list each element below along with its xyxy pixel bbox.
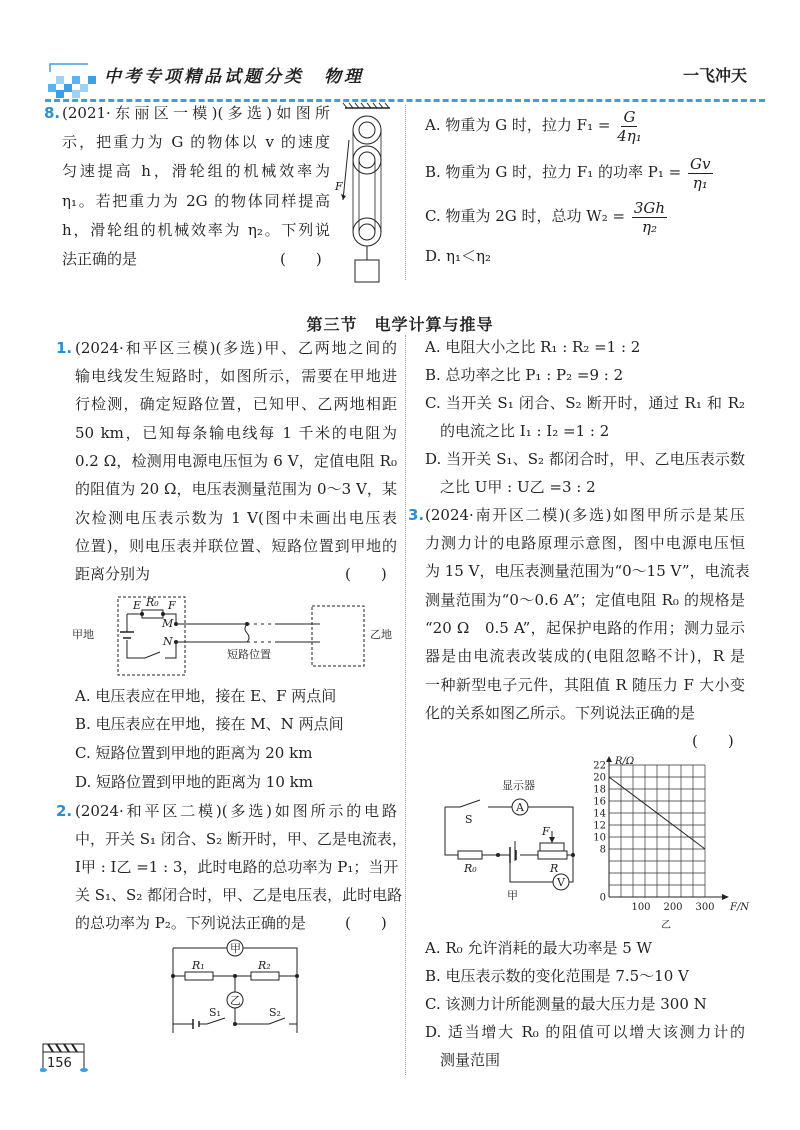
brand-logo: 一飞冲天 [683,66,748,85]
option-text: B. 物重为 G 时，拉力 F₁ 的功率 P₁ = [425,163,682,181]
numerator: 3Gh [633,198,666,217]
label-s2: S₂ [269,1006,281,1019]
denominator: η₁ [692,173,708,192]
answer-blank[interactable]: ( ) [692,732,734,750]
column-divider [405,335,406,1075]
q8-line: 匀速提高 h，滑轮组的机械效率为 [62,162,330,180]
q1-line: 的阻值为 20 Ω，电压表测量范围为 0～3 V，某 [75,480,397,498]
q2-line: 关 S₁、S₂ 都闭合时，甲、乙是电压表，此时电路 [75,886,403,904]
y-tick-label: 14 [593,808,606,820]
x-tick-label: 200 [663,902,683,913]
q1-option-b[interactable]: B. 电压表应在甲地，接在 M、N 两点间 [75,715,344,733]
q3-line: 为 15 V，电压表测量范围为“0～15 V”，电流表 [425,562,750,580]
q2-option-a[interactable]: A. 电阻大小之比 R₁ : R₂ =1 : 2 [425,338,641,356]
q2-line: (2024·和平区二模)(多选)如图所示的电路 [75,802,397,820]
q1-line: 输电线发生短路时，如图所示，需要在甲地进 [75,367,397,385]
q1-line: 距离分别为 [75,565,151,583]
y-axis-label: R/Ω [615,756,635,767]
q2-line: 的总功率为 P₂。下列说法正确的是 [75,914,306,932]
q2-option-b[interactable]: B. 总功率之比 P₁ : P₂ =9 : 2 [425,366,624,384]
q1-line: 次检测电压表示数为 1 V(图中未画出电压表 [75,509,397,527]
q8-line: 示，把重力为 G 的物体以 v 的速度 [62,133,330,151]
q3-line: (2024·南开区二模)(多选)如图甲所示是某压 [425,506,745,524]
q3-line: 一种新型电子元件，其阻值 R 随压力 F 大小变 [425,676,745,694]
header-pattern-icon [48,62,98,98]
q1-option-d[interactable]: D. 短路位置到甲地的距离为 10 km [75,773,313,791]
label-n: N [163,635,173,648]
fraction [617,108,642,145]
q3-line: 化的关系如图乙所示。下列说法正确的是 [425,704,696,722]
r-vs-f-chart [585,755,750,933]
question-number: 1. [56,339,73,357]
q3-option-a[interactable]: A. R₀ 允许消耗的最大功率是 5 W [425,939,652,957]
q3-line: 力测力计的电路原理示意图，图中电源电压恒 [425,534,745,552]
q8-option-c[interactable] [425,196,667,236]
q3-option-d[interactable]: D. 适当增大 R₀ 的阻值可以增大该测力计的 [425,1023,745,1041]
q8-option-d[interactable]: D. η₁＜η₂ [425,247,492,265]
q2-option-d[interactable]: D. 当开关 S₁、S₂ 都闭合时，甲、乙电压表示数 [425,450,745,468]
q1-line: 行检测，确定短路位置，已知甲、乙两地相距 [75,395,397,413]
q2-option-c[interactable]: C. 当开关 S₁ 闭合、S₂ 断开时，通过 R₁ 和 R₂ [425,394,745,412]
q8-line: h，滑轮组的机械效率为 η₂。下列说 [62,221,330,239]
y-tick-label: 18 [593,784,606,796]
label-short: 短路位置 [227,648,271,661]
question-number: 2. [56,802,73,820]
label-s: S [465,813,473,826]
q8-line: 法正确的是 [62,250,138,268]
q1-line: 位置)，则电压表并联位置、短路位置到甲地的 [75,537,397,555]
label-f: F [542,825,550,838]
label-f: F [168,599,176,612]
label-yidi: 乙地 [370,628,392,641]
y-tick-label: 22 [593,760,606,772]
q3-circuit-figure [440,775,585,903]
label-jiadi: 甲地 [72,628,94,641]
voltmeter-label: V [557,876,565,889]
label-display: 显示器 [502,779,535,792]
meter-jia: 甲 [230,942,241,955]
q1-option-c[interactable]: C. 短路位置到甲地的距离为 20 km [75,744,313,762]
question-number: 8. [44,104,61,122]
q2-line: 中，开关 S₁ 闭合、S₂ 断开时，甲、乙是电流表， [75,830,407,848]
label-m: M [162,617,174,630]
ammeter-label: A [516,801,524,814]
label-s1: S₁ [209,1006,221,1019]
option-text: C. 物重为 2G 时，总功 W₂ = [425,207,626,225]
q8-line: η₁。若把重力为 2G 的物体同样提高 [62,192,330,210]
numerator: G [623,107,636,126]
q1-option-a[interactable]: A. 电压表应在甲地，接在 E、F 两点间 [75,687,337,705]
denominator: 4η₁ [617,126,642,145]
x-axis-label: F/N [730,902,750,913]
q3-line: “20 Ω 0.5 A”，起保护电路的作用；测力显示 [425,619,745,637]
q3-option-b[interactable]: B. 电压表示数的变化范围是 7.5～10 V [425,967,689,985]
q2-option-d-cont: 之比 U甲 : U乙 =3 : 2 [425,478,596,496]
x-tick-label: 100 [631,902,651,913]
page-number: 156 [47,1056,72,1071]
y-tick-label: 12 [593,820,606,832]
section-title: 第三节 电学计算与推导 [306,315,494,334]
label-r1: R₁ [192,959,205,972]
q2-option-c-cont: 的电流之比 I₁ : I₂ =1 : 2 [425,422,610,440]
q1-line: (2024·和平区三模)(多选)甲、乙两地之间的 [75,339,397,357]
q3-line: 测量范围为“0～0.6 A”；定值电阻 R₀ 的规格是 [425,591,745,609]
fraction [632,199,667,236]
q2-circuit-figure [165,938,305,1033]
question-number: 3. [408,506,425,524]
fraction [688,155,712,192]
label-r0: R₀ [146,596,159,609]
pulley-figure [335,100,395,285]
q1-circuit-figure [70,592,400,682]
x-tick-label: 300 [695,902,715,913]
x-axis-arrow-icon [722,894,729,900]
numerator: Gv [690,154,711,173]
chart-caption: 乙 [661,920,671,931]
label-e: E [133,599,142,612]
column-divider [405,105,406,280]
label-r2: R₂ [258,959,271,972]
q1-line: 0.2 Ω，检测用电源电压恒为 6 V，定值电阻 R₀ [75,452,397,470]
q8-option-b[interactable] [425,152,713,192]
answer-blank[interactable]: ( ) [345,565,387,583]
caption-jia: 甲 [507,889,518,902]
q1-line: 50 km，已知每条输电线每 1 千米的电阻为 [75,424,397,442]
force-label: F [335,180,343,193]
q3-line: 器是由电流表改装成的(电阻忽略不计)，R 是 [425,647,745,665]
q3-option-d-cont: 测量范围 [425,1051,501,1069]
y-tick-label: 8 [599,844,606,856]
y-tick-label: 0 [599,892,606,904]
q3-option-c[interactable]: C. 该测力计所能测量的最大压力是 300 N [425,995,707,1013]
q8-option-a[interactable] [425,105,642,145]
header-title: 中考专项精品试题分类 物理 [104,67,364,87]
y-tick-label: 16 [593,796,606,808]
y-tick-label: 20 [593,772,606,784]
label-r0: R₀ [464,862,477,875]
denominator: η₂ [641,217,657,236]
label-r: R [550,862,559,875]
y-tick-label: 10 [593,832,606,844]
page-number-badge [40,1042,90,1072]
option-text: A. 物重为 G 时，拉力 F₁ = [425,116,611,134]
answer-blank[interactable]: ( ) [345,914,387,932]
answer-blank[interactable]: ( ) [280,250,322,268]
q2-line: I甲 : I乙 =1 : 3，此时电路的总功率为 P₁；当开 [75,858,399,876]
q8-line: (2021·东丽区一模)(多选)如图所 [62,104,330,122]
y-axis-arrow-icon [606,756,612,762]
meter-yi: 乙 [230,994,241,1007]
